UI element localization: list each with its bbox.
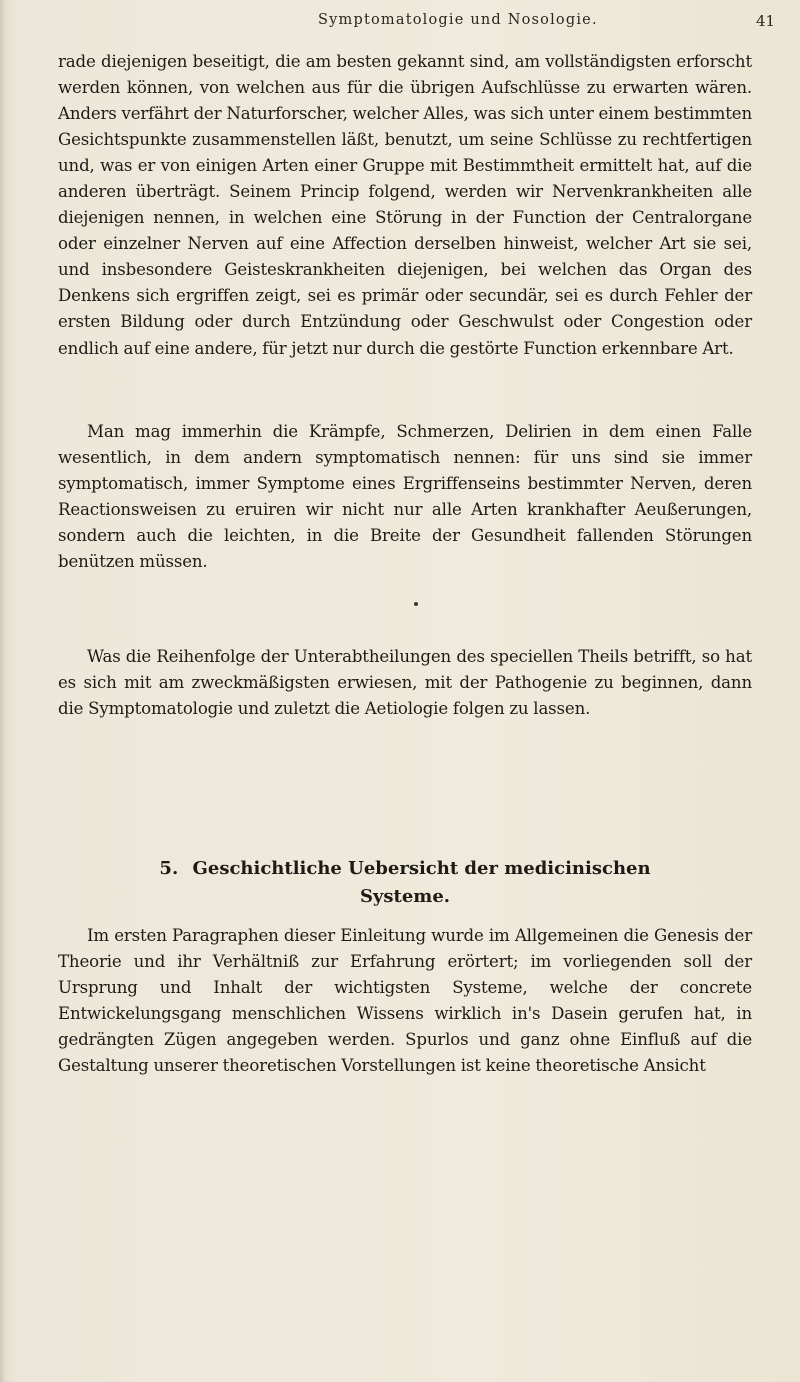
paragraph-1: rade diejenigen beseitigt, die am besten gekannt sind, am vollständigsten erforscht werden können, von welchen aus für die übrigen Aufschlüsse zu erwarten wären. Anders verfährt der Naturforscher, welcher Alles, was sich unter einem bestimmten Gesichtspunkte zusammenstellen läßt, benutzt, um seine Schlüsse zu rechtfertigen und, was er von einigen Arten einer Gruppe mit Bestimmtheit ermittelt hat, auf die anderen überträgt. Seinem Princip folgend, werden wir Nervenkrankheiten alle diejenigen nennen, in welchen eine Störung in der Function der Centralorgane oder einzelner Nerven auf eine Affection derselben hinweist, welcher Art sie sei, und insbesondere Geisteskrankheiten diejenigen, bei welchen das Organ des Denkens sich ergriffen zeigt, sei es primär oder secundär, sei es durch Fehler der ersten Bildung oder durch Entzündung oder Geschwulst oder Congestion oder endlich auf eine andere, für jetzt nur durch die gestörte Function erkennbare Art. <box>58 52 752 358</box>
print-speck <box>414 602 418 606</box>
page-number: 41 <box>756 12 776 30</box>
paragraph-3: Was die Reihenfolge der Unterabtheilungen des speciellen Theils betrifft, so hat es sich mit am zweckmäßigsten erwiesen, mit der Pathogenie zu beginnen, dann die Symptomatologie und zuletzt die Aetiologie folgen zu lassen. <box>58 647 752 719</box>
section-heading <box>58 855 752 911</box>
section-title-line2: Systeme. <box>359 886 451 907</box>
section-number: 5. <box>159 858 179 879</box>
section-title-line1: Geschichtliche Uebersicht der medicinischen <box>192 858 651 879</box>
running-head: Symptomatologie und Nosologie. <box>318 12 598 28</box>
paragraph-2: Man mag immerhin die Krämpfe, Schmerzen, Delirien in dem einen Falle wesentlich, in dem andern symptomatisch nennen: für uns sind sie immer symptomatisch, immer Symptome eines Ergriffenseins bestimmter Nerven, deren Reactionsweisen zu eruiren wir nicht nur alle Arten krankhafter Aeußerungen, sondern auch die leichten, in die Breite der Gesundheit fallenden Störungen benützen müssen. <box>58 422 752 572</box>
page-spine-shadow <box>0 0 6 1382</box>
paragraph-4: Im ersten Paragraphen dieser Einleitung wurde im Allgemeinen die Genesis der Theorie und ihr Verhältniß zur Erfahrung erörtert; im vorliegenden soll der Ursprung und Inhalt der wichtigsten Systeme, welche der concrete Entwickelungsgang menschlichen Wissens wirklich in's Dasein gerufen hat, in gedrängten Zügen angegeben werden. Spurlos und ganz ohne Einfluß auf die Gestaltung unserer theoretischen Vorstellungen ist keine theoretische Ansicht <box>58 926 752 1076</box>
